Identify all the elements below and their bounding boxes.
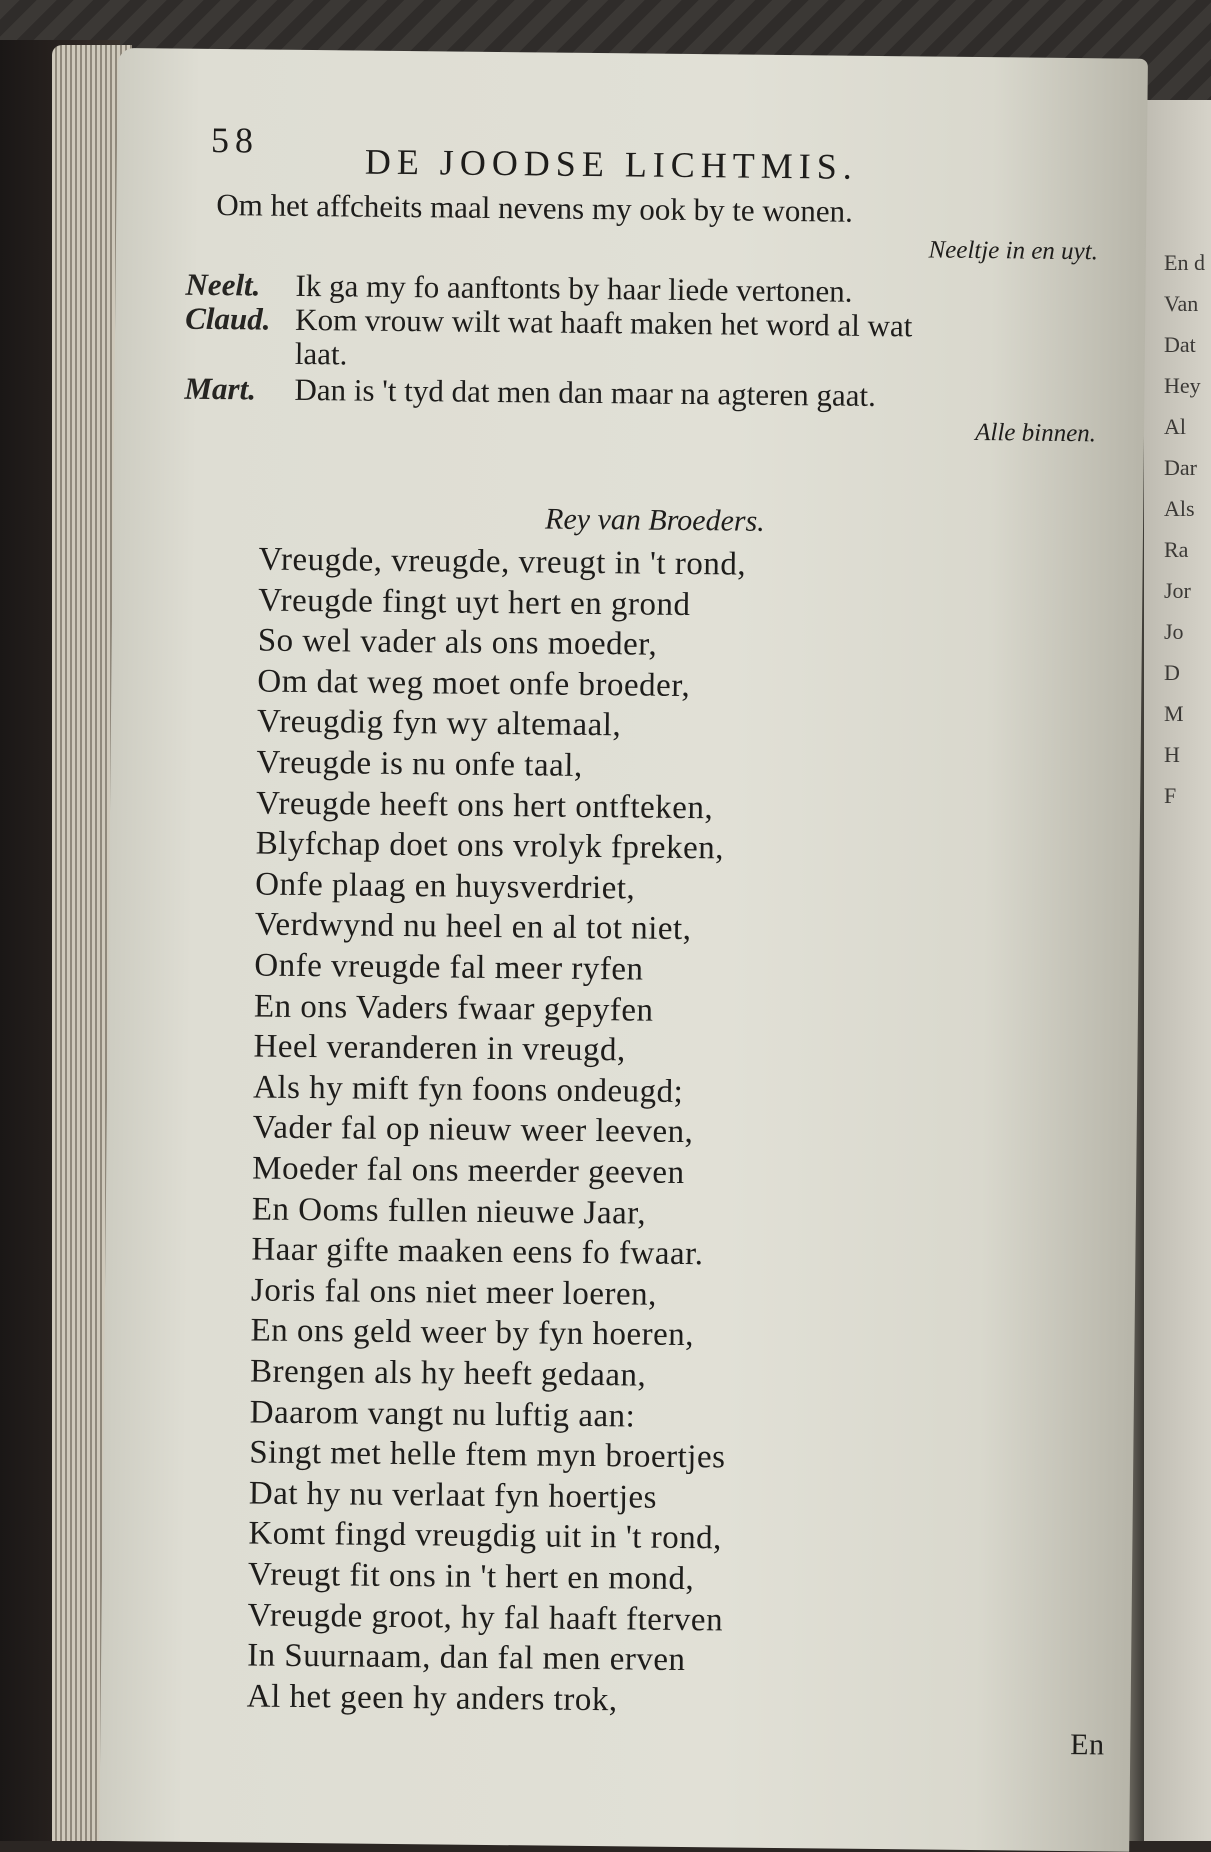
verse-line: Vreugdig fyn wy altemaal, bbox=[256, 703, 622, 744]
running-title: DE JOODSE LICHTMIS. bbox=[364, 141, 859, 187]
verse-line: Vreugde is nu onfe taal, bbox=[256, 744, 583, 784]
facing-page-fragment: Dar bbox=[1164, 455, 1197, 480]
verse-line: Dat hy nu verlaat fyn hoertjes bbox=[248, 1475, 658, 1516]
verse-line: Al het geen hy anders trok, bbox=[246, 1678, 618, 1719]
facing-page-fragment: Jor bbox=[1164, 578, 1191, 603]
verse-line: Komt fingd vreugdig uit in 't rond, bbox=[248, 1515, 723, 1557]
chorus-title: Rey van Broeders. bbox=[544, 502, 765, 538]
page-number: 58 bbox=[210, 119, 260, 161]
facing-page-fragment: Ra bbox=[1164, 537, 1189, 562]
verse-line: Blyfchap doet ons vrolyk fpreken, bbox=[255, 825, 725, 867]
verse-line: In Suurnaam, dan fal men erven bbox=[246, 1637, 686, 1679]
verse-line: Haar gifte maaken eens fo fwaar. bbox=[251, 1231, 704, 1273]
dialogue-line: laat. bbox=[294, 335, 348, 372]
verse-line: Als hy mift fyn foons ondeugd; bbox=[252, 1069, 684, 1110]
catchword: En bbox=[1070, 1728, 1105, 1762]
verse-line: Heel veranderen in vreugd, bbox=[253, 1028, 626, 1069]
facing-page-fragment: Dat bbox=[1164, 332, 1196, 357]
dialogue-line: Kom vrouw wilt wat haaft maken het word al wat bbox=[294, 301, 913, 344]
facing-page-fragment: Van bbox=[1164, 291, 1199, 316]
verse-line: Joris fal ons niet meer loeren, bbox=[250, 1272, 658, 1313]
verse-line: Vreugde heeft ons hert ontfteken, bbox=[255, 785, 714, 826]
stage-direction: Alle binnen. bbox=[975, 418, 1097, 448]
facing-page-fragment: F bbox=[1164, 783, 1177, 808]
facing-page-fragment: M bbox=[1164, 701, 1184, 726]
facing-page-fragment: Hey bbox=[1164, 373, 1201, 398]
verse-line: Vreugt fit ons in 't hert en mond, bbox=[247, 1556, 695, 1598]
verse-line: Moeder fal ons meerder geeven bbox=[252, 1150, 685, 1191]
verse-line: En ons geld weer by fyn hoeren, bbox=[250, 1312, 695, 1354]
book-page bbox=[99, 48, 1148, 1852]
stage-direction: Neeltje in en uyt. bbox=[928, 236, 1099, 266]
verse-line: Verdwynd nu heel en al tot niet, bbox=[254, 906, 692, 948]
facing-page-fragment: Jo bbox=[1164, 619, 1184, 644]
dialogue-line: Om het affcheits maal nevens my ook by te wonen. bbox=[216, 187, 853, 229]
speaker-label: Mart. bbox=[184, 370, 257, 407]
verse-line: En Ooms fullen nieuwe Jaar, bbox=[251, 1191, 647, 1232]
verse-line: Vader fal op nieuw weer leeven, bbox=[252, 1109, 694, 1151]
facing-page-fragment: Al bbox=[1164, 414, 1186, 439]
verse-line: Om dat weg moet onfe broeder, bbox=[257, 663, 691, 704]
speaker-label: Neelt. bbox=[185, 266, 261, 303]
facing-page bbox=[1140, 100, 1211, 1841]
verse-line: En ons Vaders fwaar gepyfen bbox=[253, 988, 654, 1029]
facing-page-fragment: D bbox=[1164, 660, 1180, 685]
dialogue-line: Dan is 't tyd dat men dan maar na agteren gaat. bbox=[294, 371, 877, 413]
dialogue-line: Ik ga my fo aanftonts by haar liede vertonen. bbox=[295, 267, 853, 309]
speaker-label: Claud. bbox=[184, 300, 271, 337]
verse-line: Daarom vangt nu luftig aan: bbox=[249, 1394, 636, 1435]
verse-line: Vreugde fingt uyt hert en grond bbox=[258, 582, 691, 623]
facing-page-fragment: Als bbox=[1164, 496, 1195, 521]
verse-line: Onfe vreugde fal meer ryfen bbox=[254, 947, 644, 988]
verse-line: Vreugde, vreugde, vreugt in 't rond, bbox=[258, 541, 747, 583]
verse-line: Onfe plaag en huysverdriet, bbox=[255, 866, 636, 907]
verse-line: Brengen als hy heeft gedaan, bbox=[249, 1353, 647, 1394]
verse-line: Vreugde groot, hy fal haaft fterven bbox=[247, 1597, 724, 1639]
facing-page-fragment: H bbox=[1164, 742, 1180, 767]
verse-line: Singt met helle ftem myn broertjes bbox=[249, 1434, 726, 1476]
facing-page-fragment: En d bbox=[1164, 250, 1205, 275]
verse-line: So wel vader als ons moeder, bbox=[257, 622, 658, 663]
